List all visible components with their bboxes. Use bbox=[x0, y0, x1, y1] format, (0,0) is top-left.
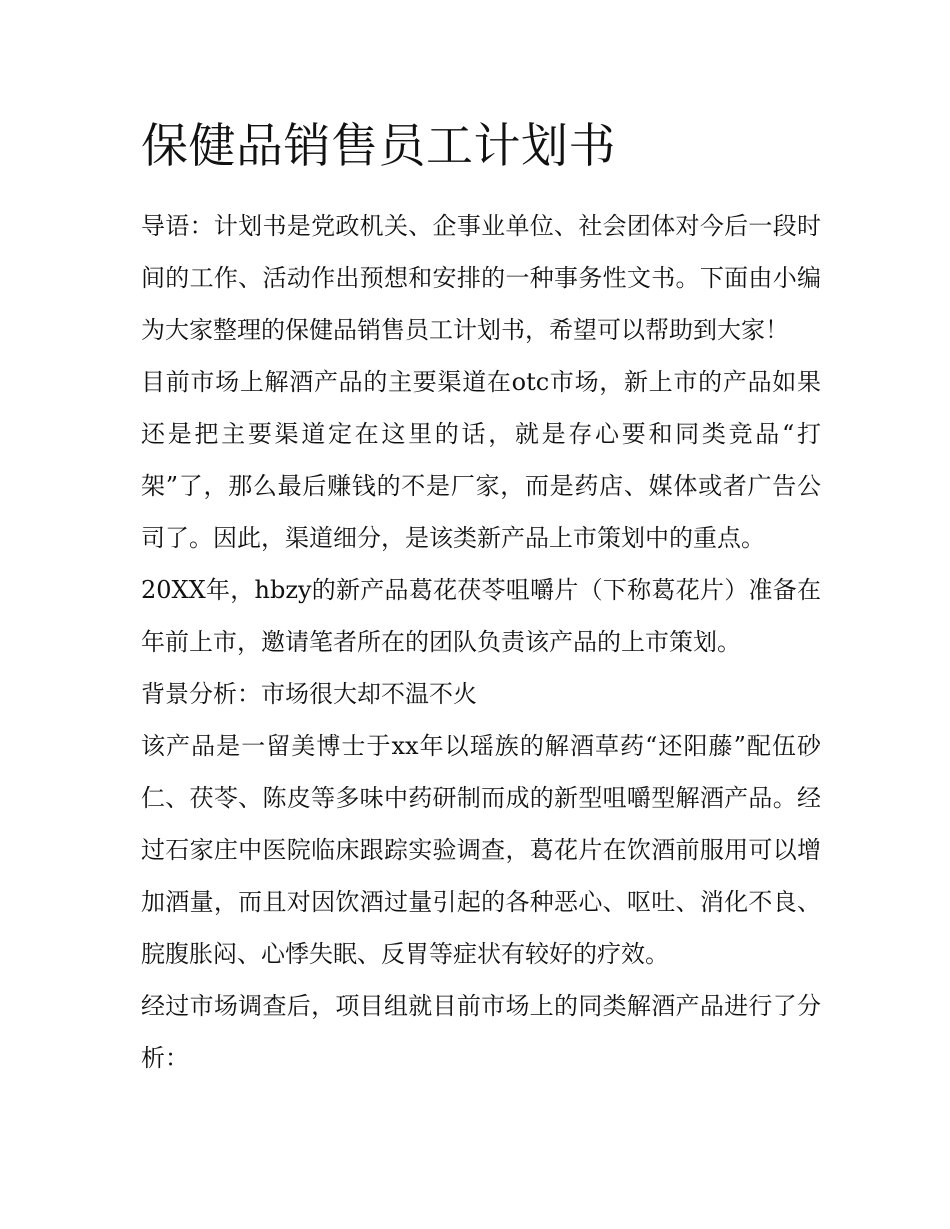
product-launch-paragraph: 20XX年，hbzy的新产品葛花茯苓咀嚼片（下称葛花片）准备在年前上市，邀请笔者所在的团队负责该产品的上市策划。 bbox=[141, 576, 821, 656]
document-title: 保健品销售员工计划书 bbox=[141, 119, 616, 174]
market-analysis-paragraph: 经过市场调查后，项目组就目前市场上的同类解酒产品进行了分析： bbox=[141, 992, 821, 1072]
product-description-paragraph: 该产品是一留美博士于xx年以瑶族的解酒草药“还阳藤”配伍砂仁、茯苓、陈皮等多味中药研制而成的新型咀嚼型解酒产品。经过石家庄中医院临床跟踪实验调查，葛花片在饮酒前服用可以增加酒量，而且对因饮酒过量引起的各种恶心、呕吐、消化不良、脘腹胀闷、心悸失眠、反胃等症状有较好的疗效。 bbox=[141, 732, 821, 968]
intro-paragraph: 导语：计划书是党政机关、企事业单位、社会团体对今后一段时间的工作、活动作出预想和安排的一种事务性文书。下面由小编为大家整理的保健品销售员工计划书，希望可以帮助到大家！ bbox=[141, 212, 821, 344]
document-body bbox=[141, 112, 821, 1084]
background-heading: 背景分析：市场很大却不温不火 bbox=[141, 680, 477, 708]
channel-paragraph: 目前市场上解酒产品的主要渠道在otc市场，新上市的产品如果还是把主要渠道定在这里的话，就是存心要和同类竞品“打架”了，那么最后赚钱的不是厂家，而是药店、媒体或者广告公司了。因此，渠道细分，是该类新产品上市策划中的重点。 bbox=[141, 368, 821, 552]
